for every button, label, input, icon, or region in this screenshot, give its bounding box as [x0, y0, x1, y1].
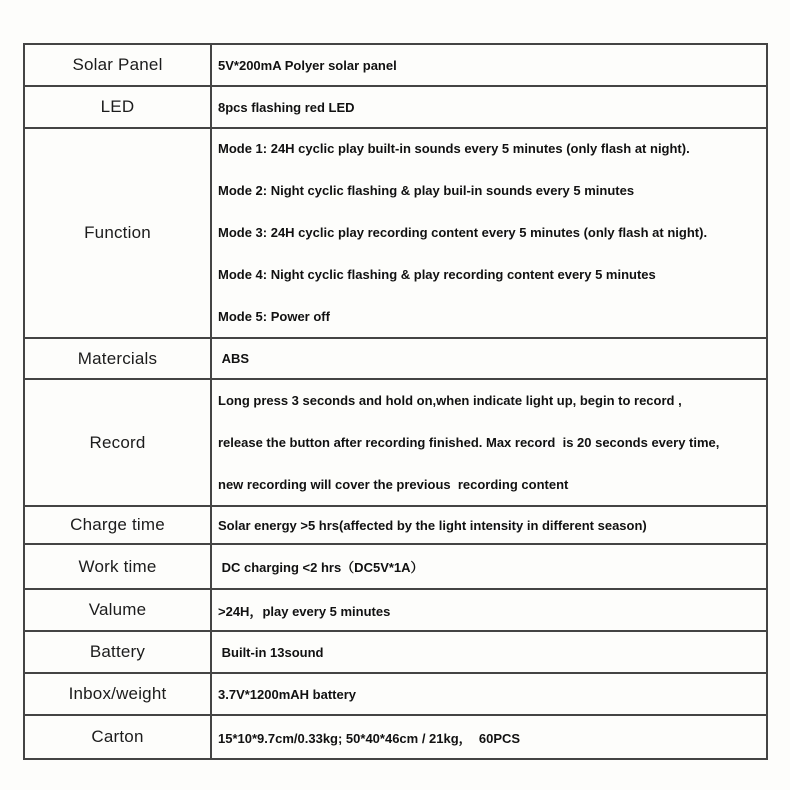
spec-value: [212, 632, 766, 672]
row-inbox-weight: [25, 674, 766, 716]
spec-value-line: 3.7V*1200mAH battery: [218, 686, 357, 702]
spec-value: [212, 716, 766, 758]
row-volume: [25, 590, 766, 632]
spec-value-line: new recording will cover the previous recording content: [218, 476, 569, 492]
spec-value-line: Mode 1: 24H cyclic play built-in sounds every 5 minutes (only flash at night).: [218, 141, 690, 156]
spec-label: Charge time: [25, 507, 212, 543]
row-solar-panel: [25, 45, 766, 87]
spec-value-line: DC charging <2 hrs（DC5V*1A）: [218, 560, 424, 575]
spec-label: LED: [25, 87, 212, 127]
spec-label: Carton: [25, 716, 212, 758]
spec-label: Inbox/weight: [25, 674, 212, 714]
spec-label: Record: [25, 380, 212, 505]
spec-value-line: Long press 3 seconds and hold on,when indicate light up, begin to record ,: [218, 392, 682, 408]
row-materials: [25, 339, 766, 380]
spec-value-line: ABS: [218, 351, 250, 366]
spec-value-line: 8pcs flashing red LED: [218, 99, 355, 115]
spec-value: [212, 545, 766, 588]
spec-value: [212, 590, 766, 630]
spec-value-line: 5V*200mA Polyer solar panel: [218, 57, 397, 73]
spec-value-line: Built-in 13sound: [218, 644, 324, 660]
row-led: [25, 87, 766, 129]
spec-value: [212, 674, 766, 714]
spec-label: Solar Panel: [25, 45, 212, 85]
spec-value: [212, 129, 766, 337]
spec-value-line: Mode 2: Night cyclic flashing & play buil-in sounds every 5 minutes: [218, 183, 635, 198]
spec-label: Function: [25, 129, 212, 337]
spec-value: [212, 339, 766, 378]
spec-value-line: Mode 3: 24H cyclic play recording content every 5 minutes (only flash at night).: [218, 225, 708, 240]
spec-label: Battery: [25, 632, 212, 672]
spec-value-line: 15*10*9.7cm/0.33kg; 50*40*46cm / 21kg， 60PCS: [218, 730, 521, 746]
row-work-time: [25, 545, 766, 590]
spec-label: Valume: [25, 590, 212, 630]
spec-value-line: >24H，play every 5 minutes: [218, 603, 391, 619]
spec-value-line: release the button after recording finished. Max record is 20 seconds every time,: [218, 434, 720, 450]
row-carton: [25, 716, 766, 758]
spec-label: Matercials: [25, 339, 212, 378]
spec-label: Work time: [25, 545, 212, 588]
spec-value-line: Mode 5: Power off: [218, 309, 330, 324]
spec-value: [212, 507, 766, 543]
spec-value: [212, 87, 766, 127]
spec-value-line: Solar energy >5 hrs(affected by the light intensity in different season): [218, 517, 647, 533]
row-battery: [25, 632, 766, 674]
row-record: [25, 380, 766, 507]
spec-value-line: Mode 4: Night cyclic flashing & play recording content every 5 minutes: [218, 267, 656, 282]
row-function: [25, 129, 766, 339]
spec-value: [212, 380, 766, 505]
row-charge-time: [25, 507, 766, 545]
product-spec-table: [23, 43, 768, 760]
spec-value: [212, 45, 766, 85]
